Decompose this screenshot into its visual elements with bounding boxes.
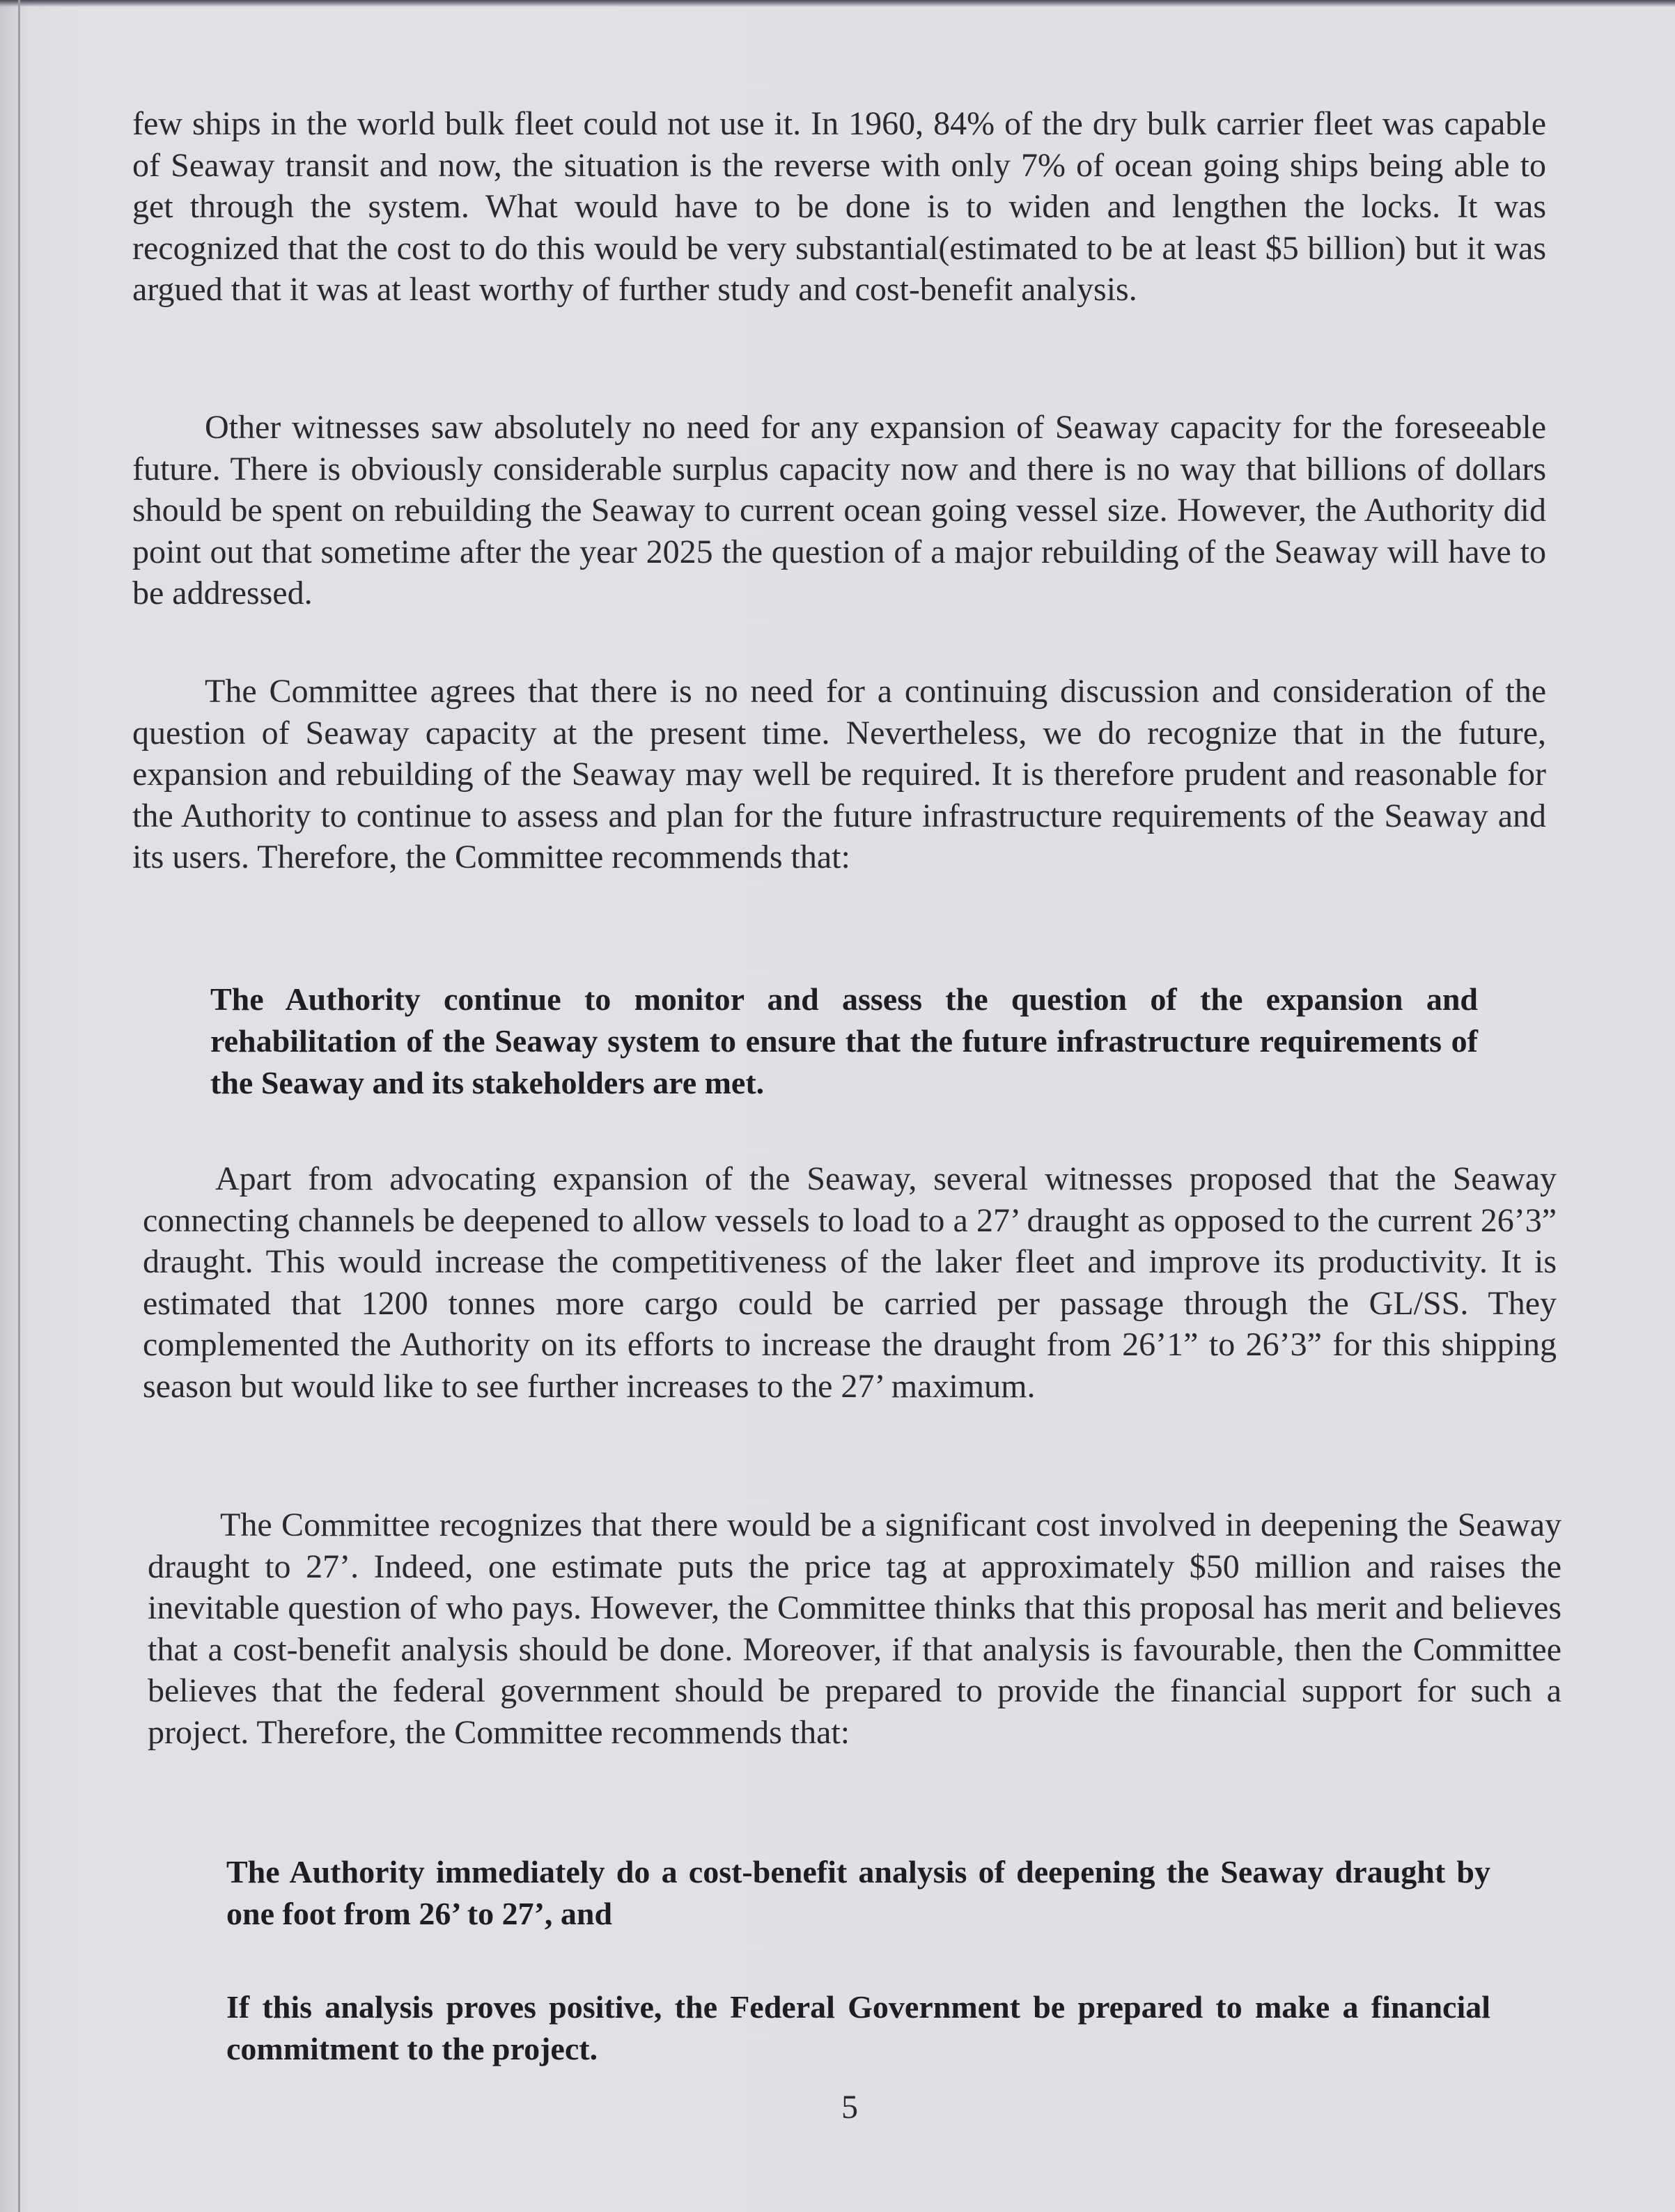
paragraph-4: Apart from advocating expansion of the Seaway, several witnesses proposed that the Seaway connecting channels be deepened to allow vessels to load to a 27’ draught as opposed to the current 26’3” draught. This would increase the competitiveness of the laker fleet and improve its productivity. It is estimated that 1200 tonnes more cargo could be carried per passage through the GL/SS. They complemented the Authority on its efforts to increase the draught from 26’1” to 26’3” for this shipping season but would like to see further increases to the 27’ maximum.	[143, 1160, 1557, 1405]
paragraph-2: Other witnesses saw absolutely no need for any expansion of Seaway capacity for the foreseeable future. There is obviously considerable surplus capacity now and there is no way that billions of dollars should be spent on rebuilding the Seaway to current ocean going vessel size. However, the Authority did point out that sometime after the year 2025 the question of a major rebuilding of the Seaway will have to be addressed.	[132, 409, 1546, 612]
paragraph-1: few ships in the world bulk fleet could not use it. In 1960, 84% of the dry bulk carrier fleet was capable of Seaway transit and now, the situation is the reverse with only 7% of ocean going ships being able to get through the system. What would have to be done is to widen and lengthen the locks. It was recognized that the cost to do this would be very substantial(estimated to be at least $5 billion) but it was argued that it was at least worthy of further study and cost-benefit analysis.	[132, 105, 1546, 308]
recommendation-1: The Authority continue to monitor and assess the question of the expansion and rehabilitation of the Seaway system to ensure that the future infrastructure requirements of the Seaway and its stakeholders are met.	[210, 981, 1478, 1100]
page-top-edge	[0, 0, 1675, 7]
binding-edge	[18, 0, 20, 2212]
paragraph-3: The Committee agrees that there is no need for a continuing discussion and consideration of the question of Seaway capacity at the present time. Nevertheless, we do recognize that in the future, expansion and rebuilding of the Seaway may well be required. It is therefore prudent and reasonable for the Authority to continue to assess and plan for the future infrastructure requirements of the Seaway and its users. Therefore, the Committee recommends that:	[132, 673, 1546, 875]
recommendation-2: The Authority immediately do a cost-benefit analysis of deepening the Seaway draught by one foot from 26’ to 27’, and	[226, 1854, 1490, 1931]
recommendation-3: If this analysis proves positive, the Federal Government be prepared to make a financial commitment to the project.	[226, 1989, 1490, 2066]
paragraph-5: The Committee recognizes that there would be a significant cost involved in deepening the Seaway draught to 27’. Indeed, one estimate puts the price tag at approximately $50 million and raises the inevitable question of who pays. However, the Committee thinks that this proposal has merit and believes that a cost-benefit analysis should be done. Moreover, if that analysis is favourable, then the Committee believes that the federal government should be prepared to provide the financial support for such a project. Therefore, the Committee recommends that:	[148, 1506, 1561, 1751]
page-number: 5	[841, 2089, 858, 2126]
